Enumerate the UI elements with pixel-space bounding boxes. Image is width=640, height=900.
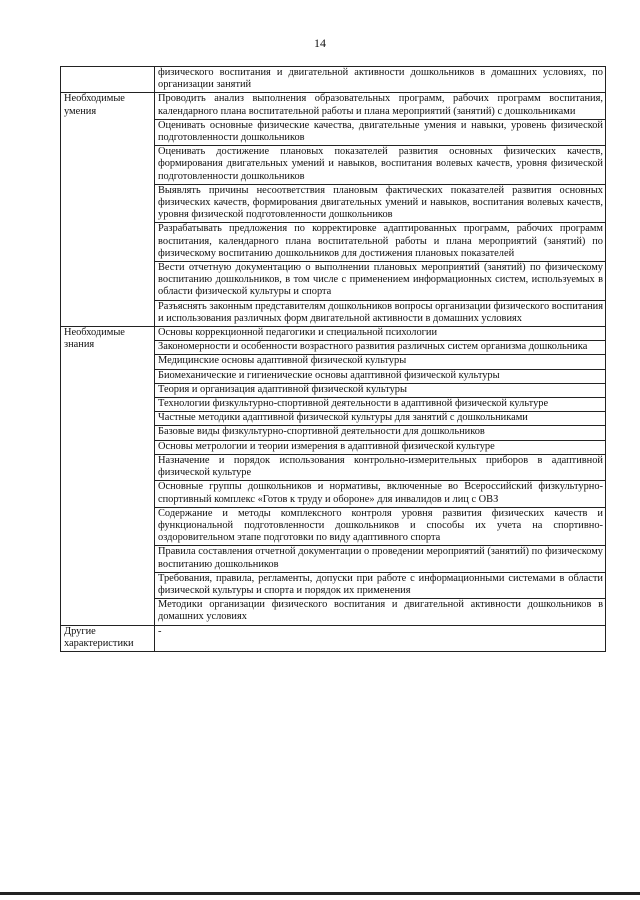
table-row (61, 625, 606, 651)
knowledge-item: Основы метрологии и теории измерения в адаптивной физической культуре (155, 440, 606, 454)
knowledge-item: Технологии физкультурно-спортивной деятельности в адаптивной физической культуре (155, 398, 606, 412)
knowledge-item: Закономерности и особенности возрастного развития различных систем организма дошкольника (155, 341, 606, 355)
skill-item: Вести отчетную документацию о выполнении плановых мероприятий (занятий) по физическому воспитанию дошкольников, в том числе с применением информационных систем, используемых в области физической культуры и спорта (155, 262, 606, 301)
other-characteristics-value: - (155, 625, 606, 651)
knowledge-item: Теория и организация адаптивной физической культуры (155, 383, 606, 397)
requirements-table (60, 66, 606, 652)
knowledge-label: Необходимые знания (61, 327, 155, 625)
scan-edge-line (0, 892, 640, 895)
knowledge-item: Основы коррекционной педагогики и специальной психологии (155, 327, 606, 341)
skill-item: Проводить анализ выполнения образовательных программ, рабочих программ воспитания, календарного плана воспитательной работы и плана мероприятий (занятий) с дошкольниками (155, 93, 606, 119)
other-characteristics-label: Другие характеристики (61, 625, 155, 651)
table-row (61, 93, 606, 119)
skill-item: Оценивать достижение плановых показателей развития основных физических качеств, формирования двигательных умений и навыков, воспитания волевых качеств, уровня физической подготовленности дошкольников (155, 146, 606, 185)
continuation-cell: физического воспитания и двигательной активности дошкольников в домашних условиях, по организации занятий (155, 67, 606, 93)
skill-item: Разрабатывать предложения по корректировке адаптированных программ, рабочих программ воспитания, календарного плана воспитательной работы и плана мероприятий (занятий) по физическому воспитанию дошкольников для достижения плановых показателей (155, 223, 606, 262)
table-row (61, 67, 606, 93)
skill-item: Выявлять причины несоответствия плановым фактических показателей развития основных физических качеств, формирования двигательных умений и навыков, воспитания волевых качеств, уровня физической подготовленности дошкольников (155, 184, 606, 223)
knowledge-item: Правила составления отчетной документации о проведении мероприятий (занятий) по физическому воспитанию дошкольников (155, 546, 606, 572)
skills-label: Необходимые умения (61, 93, 155, 327)
knowledge-item: Частные методики адаптивной физической культуры для занятий с дошкольниками (155, 412, 606, 426)
table-row (61, 327, 606, 341)
empty-label-cell (61, 67, 155, 93)
knowledge-item: Методики организации физического воспитания и двигательной активности дошкольников в домашних условиях (155, 599, 606, 625)
knowledge-item: Медицинские основы адаптивной физической культуры (155, 355, 606, 369)
page-number: 14 (314, 36, 326, 50)
knowledge-item: Содержание и методы комплексного контроля уровня развития физических качеств и функциональной подготовленности дошкольников и способы их учета на спортивно-оздоровительном этапе подготовки по виду адаптивного спорта (155, 507, 606, 546)
knowledge-item: Базовые виды физкультурно-спортивной деятельности для дошкольников (155, 426, 606, 440)
knowledge-item: Основные группы дошкольников и нормативы, включенные во Всероссийский физкультурно-спортивный комплекс «Готов к труду и обороне» для инвалидов и лиц с ОВЗ (155, 481, 606, 507)
knowledge-item: Биомеханические и гигиенические основы адаптивной физической культуры (155, 369, 606, 383)
skill-item: Разъяснять законным представителям дошкольников вопросы организации физического воспитания и использования различных форм двигательной активности в домашних условиях (155, 300, 606, 326)
skill-item: Оценивать основные физические качества, двигательные умения и навыки, уровень физической подготовленности дошкольников (155, 119, 606, 145)
knowledge-item: Требования, правила, регламенты, допуски при работе с информационными системами в области физической культуры и спорта и порядок их применения (155, 572, 606, 598)
knowledge-item: Назначение и порядок использования контрольно-измерительных приборов в адаптивной физической культуре (155, 454, 606, 480)
